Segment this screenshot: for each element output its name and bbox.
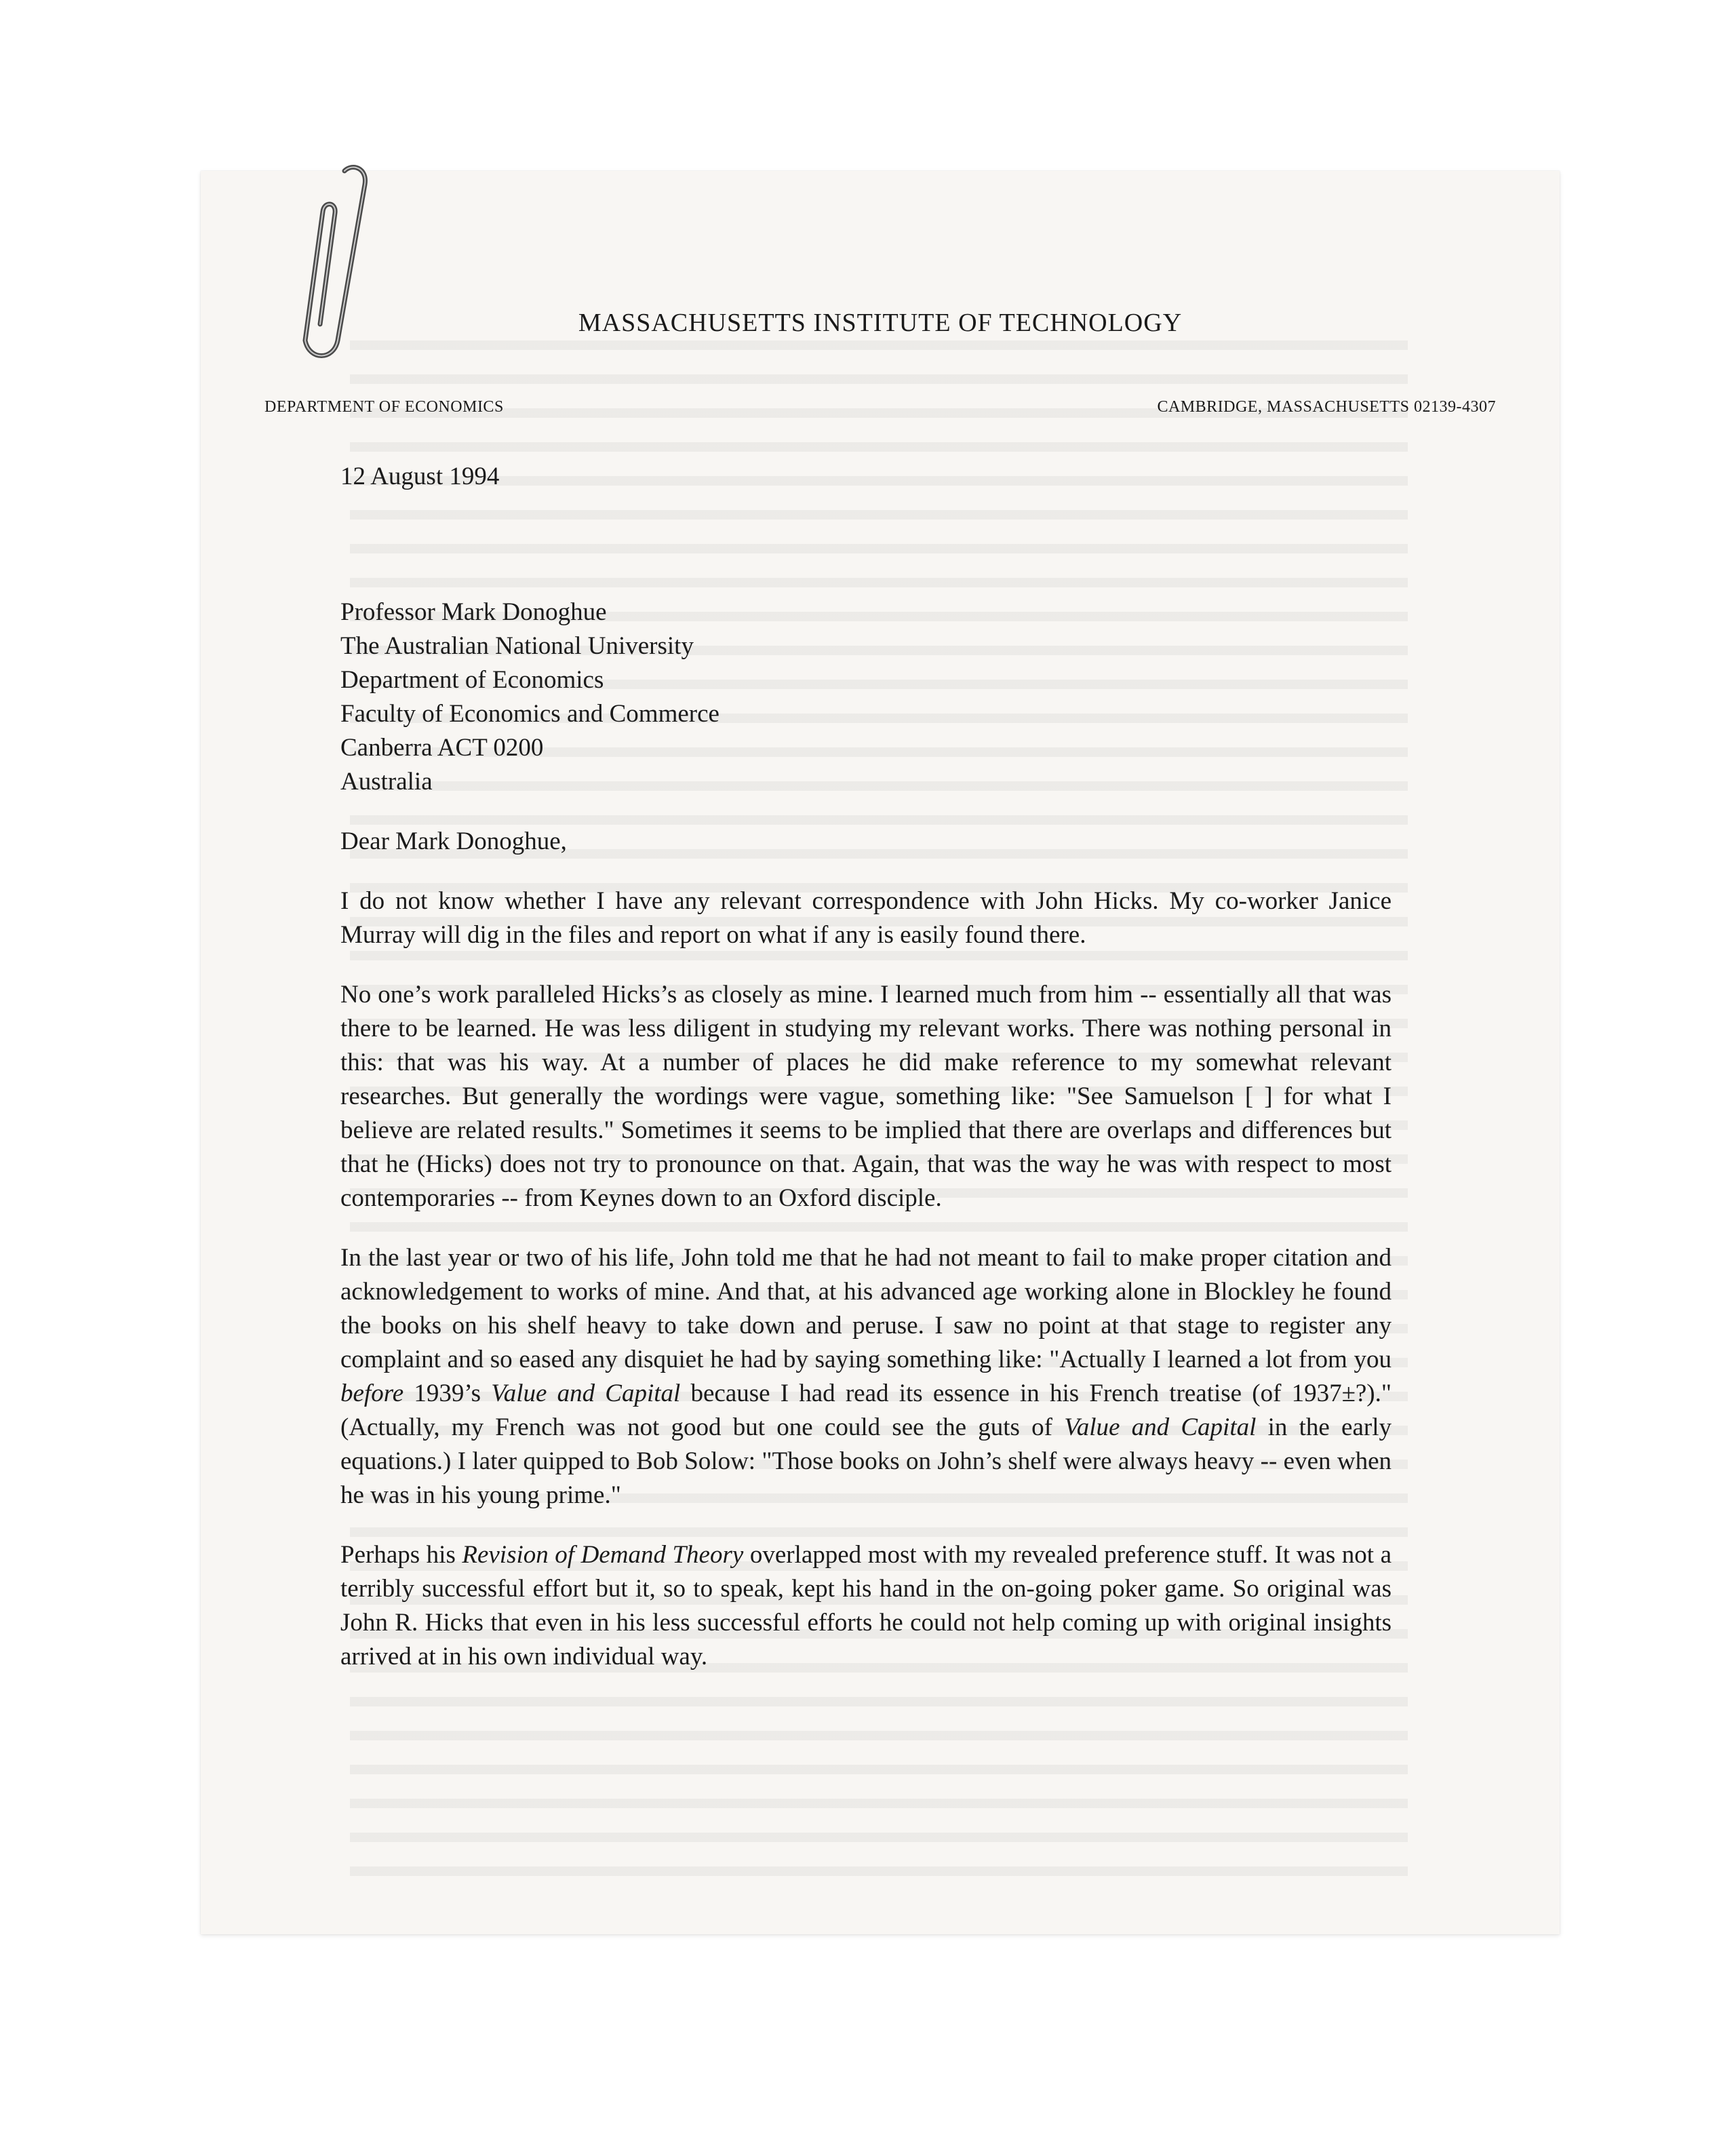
institution-address: CAMBRIDGE, MASSACHUSETTS 02139-4307	[1157, 398, 1496, 416]
institution-name: MASSACHUSETTS INSTITUTE OF TECHNOLOGY	[578, 309, 1183, 337]
text-run: overlapped most with my revealed preference stuff. It was not a terribly successful effort but it, so to speak, kept his hand in the on-going poker game. So original was John R. Hicks that even in his less successful efforts he could not help coming up with original insights arrived at in his own individual way.	[340, 1541, 1392, 1670]
emphasis-before: before	[340, 1380, 404, 1407]
text-run: in the early equations.) I later quipped to Bob Solow: "Those books on John’s shelf were always heavy -- even when he was in his young prime."	[340, 1413, 1392, 1509]
text-run: In the last year or two of his life, John told me that he had not meant to fail to make proper citation and acknowledgement to works of mine. And that, at his advanced age working alone in Blockley he found the books on his shelf heavy to take down and peruse. I saw no point at that stage to register any complaint and so eased any disquiet he had by saying something like: "Actually I learned a lot from you	[340, 1244, 1392, 1373]
text-run: because I had read its essence in his French treatise (of 1937±?)." (Actually, my French was not good but one could see the guts of	[340, 1380, 1392, 1441]
recipient-line: Professor Mark Donoghue	[340, 598, 607, 626]
salutation: Dear Mark Donoghue,	[340, 827, 567, 855]
book-title: Revision of Demand Theory	[462, 1541, 744, 1569]
book-title: Value and Capital	[1064, 1413, 1257, 1441]
letter-body	[340, 460, 1392, 1700]
letter-page	[201, 171, 1560, 1934]
paperclip-icon	[285, 157, 373, 374]
department-name: DEPARTMENT OF ECONOMICS	[264, 398, 504, 416]
recipient-address	[340, 595, 1392, 799]
paragraph-3	[340, 1241, 1392, 1512]
recipient-line: The Australian National University	[340, 632, 694, 660]
paragraph-1: I do not know whether I have any relevant correspondence with John Hicks. My co-worker Janice Murray will dig in the files and report on what if any is easily found there.	[340, 887, 1392, 949]
paragraph-4	[340, 1538, 1392, 1674]
paragraph-2: No one’s work paralleled Hicks’s as closely as mine. I learned much from him -- essentially all that was there to be learned. He was less diligent in studying my relevant works. There was nothing personal in this: that was his way. At a number of places he did make reference to my somewhat relevant researches. But generally the wordings were vague, something like: "See Samuelson [ ] for what I believe are related results." Sometimes it seems to be implied that there are overlaps and differences but that he (Hicks) does not try to pronounce on that. Again, that was the way he was with respect to most contemporaries -- from Keynes down to an Oxford disciple.	[340, 981, 1392, 1212]
book-title: Value and Capital	[491, 1380, 681, 1407]
recipient-line: Department of Economics	[340, 666, 604, 694]
letter-date: 12 August 1994	[340, 463, 500, 490]
recipient-line: Canberra ACT 0200	[340, 734, 544, 762]
recipient-line: Faculty of Economics and Commerce	[340, 700, 719, 728]
text-run: Perhaps his	[340, 1541, 462, 1569]
text-run: 1939’s	[403, 1380, 492, 1407]
recipient-line: Australia	[340, 768, 433, 796]
